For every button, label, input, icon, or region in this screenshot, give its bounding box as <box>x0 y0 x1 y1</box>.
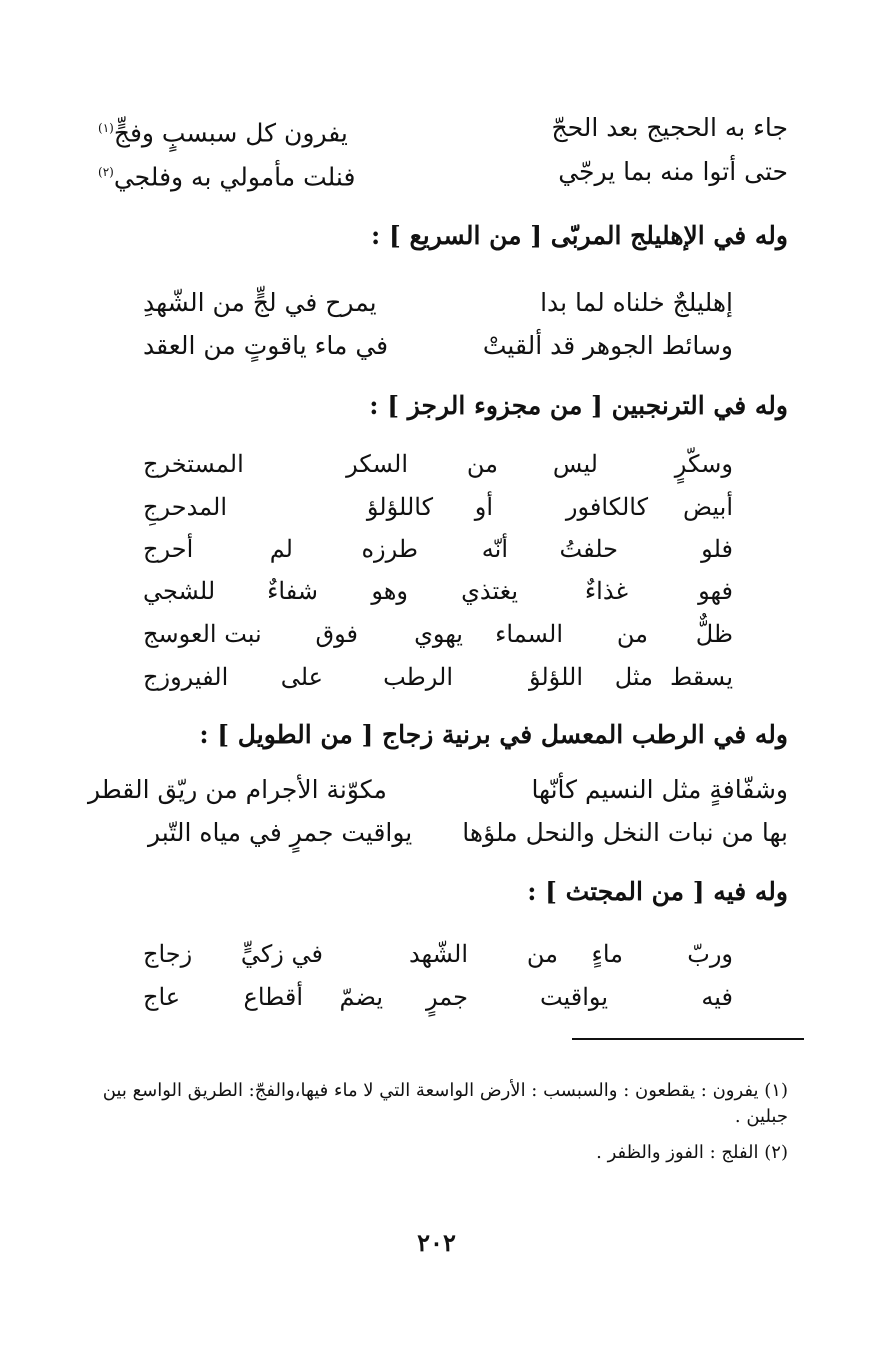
verse-word: في زكيٍّ <box>240 940 323 968</box>
verse-line <box>143 977 733 1017</box>
verse-word: المستخرج <box>143 450 244 478</box>
verse-second-hemistich: مكوّنة الأجرام من ريّق القطر <box>88 775 387 804</box>
section-heading: وله فيه [ من المجتث ] : <box>527 877 788 906</box>
verse-word: الشّهد <box>408 940 468 968</box>
verse-word: فهو <box>698 577 733 605</box>
verse-second-hemistich <box>98 152 355 197</box>
verse-word: من <box>466 450 498 478</box>
footnote-marker: (٢) <box>98 165 114 179</box>
verse-word: اللؤلؤ <box>528 663 583 691</box>
verse-line <box>88 108 788 148</box>
verse-word: ليس <box>552 450 598 478</box>
verse-first-hemistich: بها من نبات النخل والنحل ملؤها <box>462 818 788 847</box>
verse-line <box>143 487 733 527</box>
verse-word: من <box>526 940 558 968</box>
verse-second-hemistich: يواقيت جمرٍ في مياه التّبر <box>148 818 413 847</box>
verse-word: لم <box>269 535 293 563</box>
verse-word: السكر <box>346 450 408 478</box>
footnote-1: (١) يفرون : يقطعون : والسبسب : الأرض الواسعة التي لا ماء فيها،والفجّ: الطريق الواسع بين جبلين . <box>102 1080 788 1127</box>
verse-line <box>143 444 733 484</box>
section-heading: وله في الترنجبين [ من مجزوء الرجز ] : <box>369 391 788 420</box>
verse-word: السماء <box>495 620 563 648</box>
verse-line <box>143 934 733 974</box>
verse-first-hemistich: جاء به الحجيج بعد الحجّ <box>551 113 788 142</box>
verse-word: فوق <box>315 620 358 648</box>
verse-word: زجاج <box>143 940 193 968</box>
verse-line <box>143 614 733 654</box>
verse-word: الرطب <box>383 663 453 691</box>
verse-word: فيه <box>701 983 733 1011</box>
footnote-marker: (١) <box>98 121 114 135</box>
verse-line <box>143 657 733 697</box>
verse-word: جمرٍ <box>426 983 468 1011</box>
verse-word: أنّه <box>481 535 508 563</box>
verse-word: للشجي <box>143 577 216 605</box>
verse-line <box>143 529 733 569</box>
footnote-separator <box>572 1038 804 1040</box>
verse-word: يغتذي <box>461 577 518 605</box>
verse-word: وسكّرٍ <box>674 450 733 478</box>
verse-first-hemistich: حتى أتوا منه بما يرجّي <box>558 157 788 186</box>
verse-word: كالكافور <box>565 493 648 521</box>
verse-word: وهو <box>371 577 408 605</box>
verse-second-text: فنلت مأمولي به وفلجي <box>113 162 356 192</box>
verse-word: يواقيت <box>539 983 608 1011</box>
verse-word: ماءٍ <box>591 940 623 968</box>
verse-word: فلو <box>701 535 733 563</box>
verse-word: أحرج <box>143 535 194 563</box>
section-heading: وله في الإهليلج المربّى [ من السريع ] : <box>371 221 788 250</box>
verse-line <box>143 571 733 611</box>
verse-word: غذاءٌ <box>584 577 628 605</box>
verse-word: طرزه <box>361 535 418 563</box>
verse-word: على <box>280 663 323 691</box>
verse-line <box>88 152 788 192</box>
verse-word: أقطاع <box>243 983 303 1011</box>
verse-first-hemistich: إهليلجٌ خلناه لما بدا <box>540 288 733 317</box>
verse-word: عاج <box>143 983 181 1011</box>
section-heading: وله في الرطب المعسل في برنية زجاج [ من الطويل ] : <box>199 720 788 749</box>
verse-second-text: يفرون كل سبسبٍ وفجٍّ <box>113 118 348 148</box>
verse-word: مثل <box>614 663 653 691</box>
verse-line <box>143 283 733 323</box>
verse-word: أبيض <box>683 493 733 521</box>
verse-word: وربّ <box>687 940 733 968</box>
verse-word: يسقط <box>669 663 733 691</box>
verse-second-hemistich: يمرح في لجٍّ من الشّهدِ <box>143 288 377 317</box>
verse-first-hemistich: وسائط الجوهر قد ألقيتْ <box>482 331 733 360</box>
verse-line <box>88 813 788 853</box>
verse-word: أو <box>474 493 493 521</box>
page-number: ٢٠٢ <box>417 1228 456 1257</box>
verse-word: كاللؤلؤ <box>366 493 433 521</box>
verse-word: المدحرجِ <box>143 493 228 521</box>
verse-word: الفيروزج <box>143 663 229 691</box>
verse-word: نبت العوسج <box>143 620 262 648</box>
verse-first-hemistich: وشفّافةٍ مثل النسيم كأنّها <box>531 775 788 804</box>
footnote-2: (٢) الفلج : الفوز والظفر . <box>596 1142 788 1163</box>
verse-second-hemistich: في ماء ياقوتٍ من العقد <box>143 331 389 360</box>
verse-second-hemistich <box>98 108 348 153</box>
verse-word: ظلٌّ <box>695 620 733 648</box>
verse-line <box>143 326 733 366</box>
verse-line <box>88 770 788 810</box>
verse-word: من <box>616 620 648 648</box>
verse-word: شفاءٌ <box>267 577 318 605</box>
verse-word: يهوي <box>414 620 463 648</box>
verse-word: حلفتُ <box>559 535 618 563</box>
verse-word: يضمّ <box>339 983 383 1011</box>
